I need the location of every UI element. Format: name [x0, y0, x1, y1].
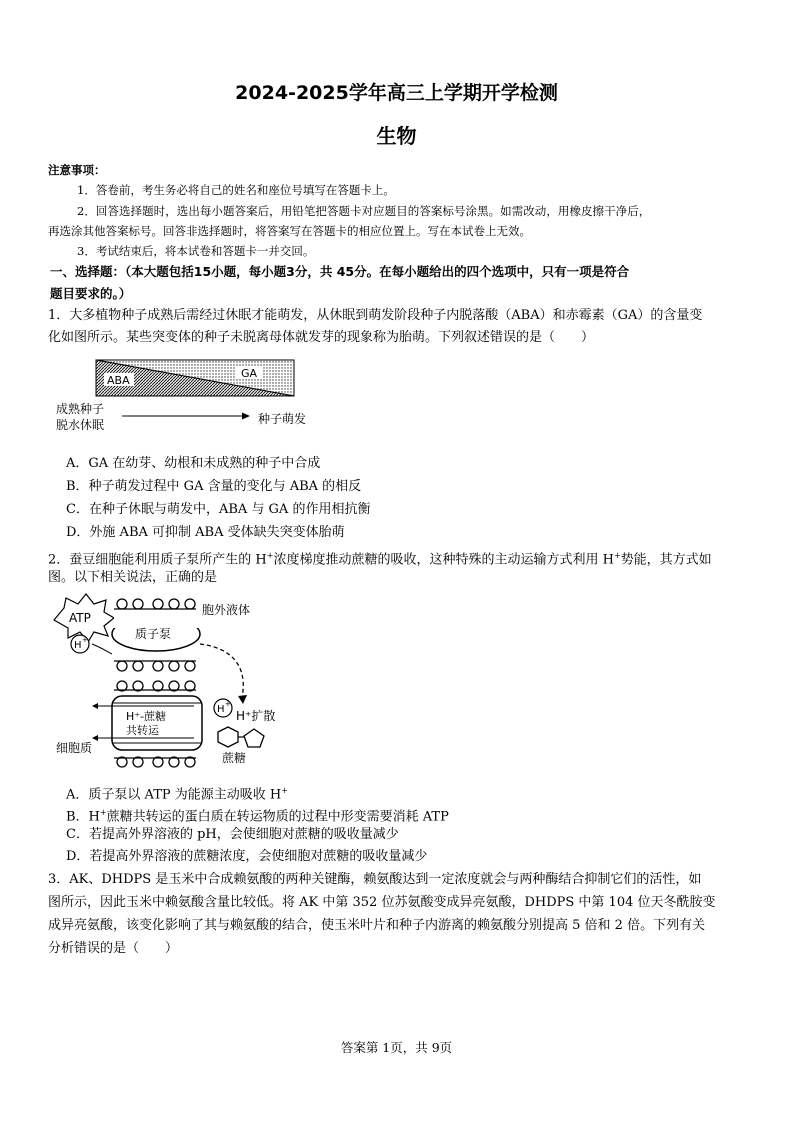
q1-option-a: A．GA 在幼芽、幼根和未成熟的种子中合成 — [66, 456, 321, 471]
section-heading: 一、选择题：（本大题包括15小题，每小题3分，共 45分。在每小题给出的四个选项中，只有一项是符合 — [50, 264, 630, 279]
notice-item-1: 1．答卷前，考生务必将自己的姓名和座位号填写在答题卡上。 — [77, 183, 395, 197]
q2-option-d: D．若提高外界溶液的蔗糖浓度，会使细胞对蔗糖的吸收量减少 — [66, 849, 428, 864]
fructose-ring-icon — [244, 729, 264, 747]
cytoplasm-label: 细胞质 — [56, 741, 93, 755]
q1-stem: 1．大多植物种子成熟后需经过休眠才能萌发，从休眠到萌发阶段种子内脱落酸（ABA）和赤霉素（GA）的含量变 — [48, 308, 703, 323]
q1-stem-cont: 化如图所示。某些突变体的种子未脱离母体就发芽的现象称为胎萌。下列叙述错误的是（ ） — [48, 330, 595, 345]
svg-text:+: + — [225, 700, 231, 708]
q2-option-c: C．若提高外界溶液的 pH，会使细胞对蔗糖的吸收量减少 — [66, 827, 399, 842]
notice-item-2-cont: 再选涂其他答案标号。回答非选择题时，将答案写在答题卡的相应位置上。写在本试卷上无效。 — [48, 224, 531, 238]
sucrose-label: 蔗糖 — [222, 751, 247, 765]
svg-text:H: H — [217, 704, 225, 715]
q2-stem: 2．蚕豆细胞能利用质子泵所产生的 H+浓度梯度推动蔗糖的吸收，这种特殊的主动运输方式利用 H+势能，其方式如 — [48, 551, 712, 568]
cotransporter — [112, 696, 202, 750]
proton-pump-label: 质子泵 — [135, 627, 172, 641]
cotransport-label-2: 共转运 — [126, 724, 159, 737]
atp-label: ATP — [69, 611, 91, 625]
q2-option-b: B．H+蔗糖共转运的蛋白质在转运物质的过程中形变需要消耗 ATP — [66, 808, 449, 825]
q2-stem-cont: 图。以下相关说法，正确的是 — [48, 570, 218, 585]
svg-text:+: + — [82, 636, 88, 644]
q3-stem-line3: 成异亮氨酸，该变化影响了其与赖氨酸的结合，使玉米叶片和种子内游离的赖氨酸分别提高 5 倍和 2 倍。下列有关 — [48, 918, 706, 933]
h-recirculation-arrow — [200, 644, 243, 698]
q2-option-a: A．质子泵以 ATP 为能源主动吸收 H+ — [66, 786, 288, 803]
hormone-figure — [50, 352, 340, 442]
q3-stem-line2: 图所示，因此玉米中赖氨酸含量比较低。将 AK 中第 352 位苏氨酸变成异亮氨酸，DHDPS 中第 104 位天冬酰胺变 — [48, 895, 716, 910]
q3-stem-line4: 分析错误的是（ ） — [48, 941, 179, 956]
notice-item-3: 3．考试结束后，将本试卷和答题卡一并交回。 — [77, 244, 315, 258]
subject-title: 生物 — [376, 124, 417, 148]
start-label-1: 成熟种子 — [56, 402, 105, 416]
cotransport-label-1: H⁺-蔗糖 — [126, 710, 167, 723]
q1-option-b: B．种子萌发过程中 GA 含量的变化与 ABA 的相反 — [66, 479, 362, 494]
start-label-2: 脱水休眠 — [56, 418, 105, 432]
q3-stem: 3．AK、DHDPS 是玉米中合成赖氨酸的两种关键酶，赖氨酸达到一定浓度就会与两种酶结合抑制它们的活性，如 — [48, 872, 702, 887]
exam-title: 2024-2025学年高三上学期开学检测 — [235, 82, 558, 104]
ga-label: GA — [241, 367, 258, 380]
page-footer: 答案第 1页，共 9页 — [340, 1040, 453, 1055]
q1-option-c: C．在种子休眠与萌发中，ABA 与 GA 的作用相抗衡 — [66, 502, 371, 517]
proton-pump-figure — [52, 590, 292, 775]
section-heading-cont: 题目要求的。） — [50, 286, 132, 301]
end-label: 种子萌发 — [258, 412, 307, 426]
notice-heading: 注意事项： — [48, 163, 106, 177]
svg-text:H: H — [74, 640, 82, 651]
extracellular-label: 胞外液体 — [202, 603, 251, 617]
glucose-ring-icon — [218, 727, 238, 747]
q1-option-d: D．外施 ABA 可抑制 ABA 受体缺失突变体胎萌 — [66, 525, 345, 540]
aba-label: ABA — [107, 374, 130, 387]
notice-item-2: 2．回答选择题时，选出每小题答案后，用铅笔把答题卡对应题目的答案标号涂黑。如需改动，用橡皮擦干净后， — [77, 204, 651, 218]
h-diffusion-label: H⁺扩散 — [236, 709, 276, 723]
